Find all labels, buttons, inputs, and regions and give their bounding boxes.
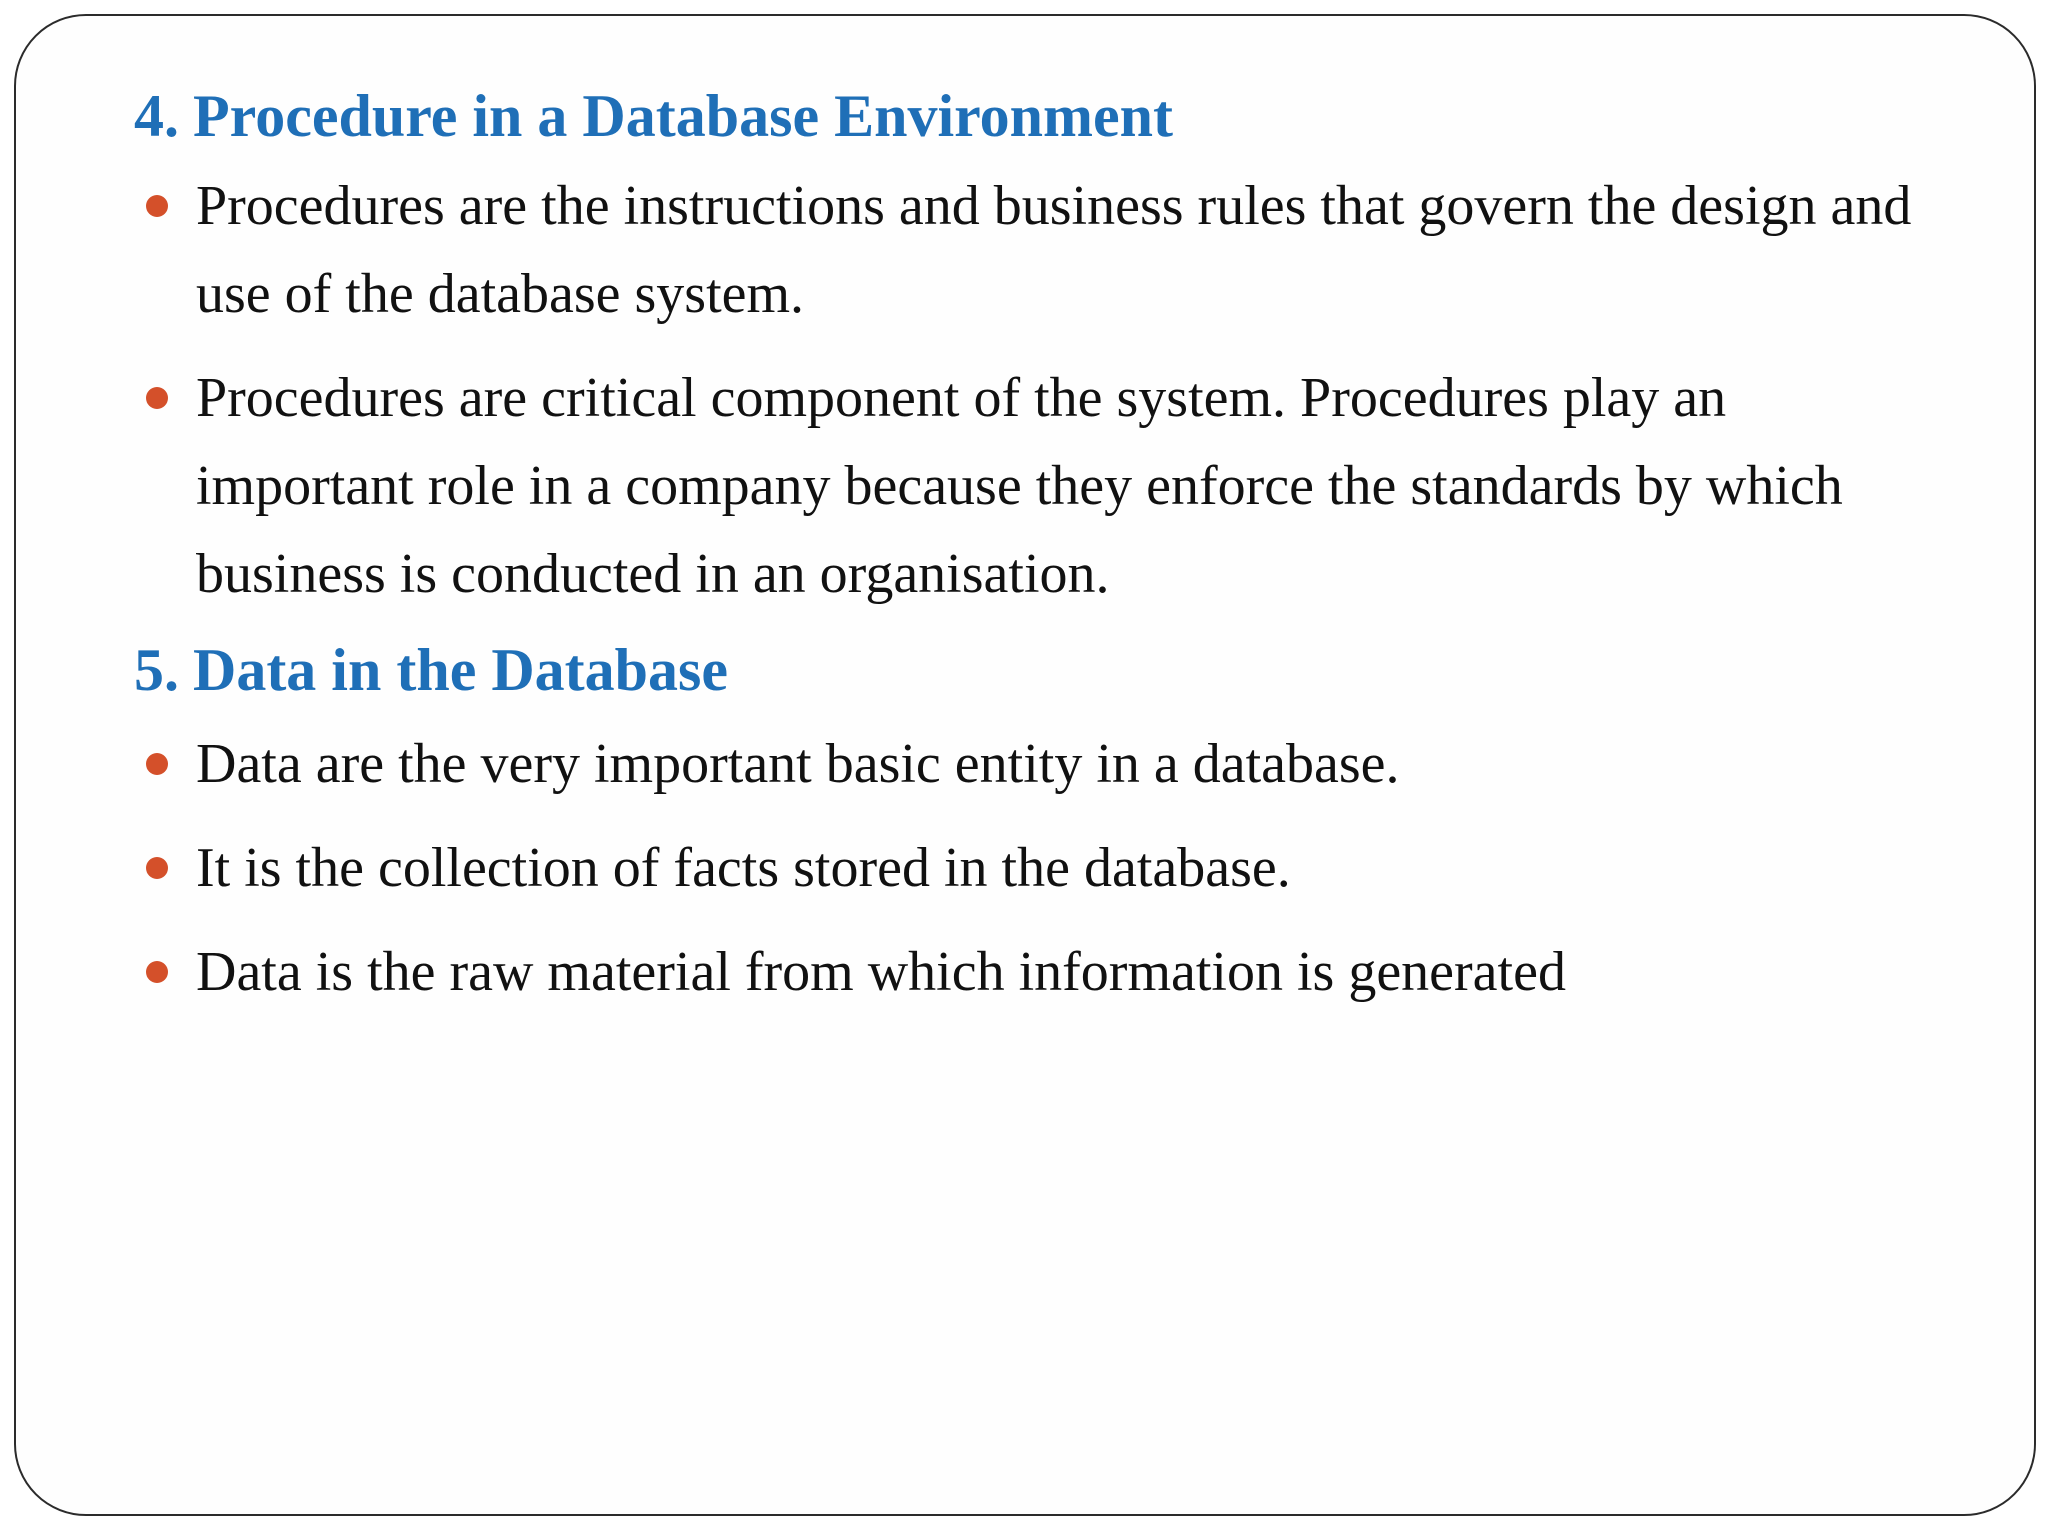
bullet-dot-icon [146,387,168,409]
section-number: 5. [134,637,179,703]
bullet-dot-icon [146,195,168,217]
section-title: Procedure in a Database Environment [193,83,1174,149]
bullet-item [134,928,1934,1016]
bullet-text: Data is the raw material from which information is generated [196,941,1566,1003]
bullet-text: Data are the very important basic entity in a database. [196,733,1400,795]
bullet-item [134,824,1934,912]
bullet-item [134,162,1934,338]
section-title: Data in the Database [193,637,728,703]
bullet-item [134,720,1934,808]
slide-content [134,80,1934,1032]
bullet-dot-icon [146,753,168,775]
section-data [134,634,1934,1016]
bullet-text: It is the collection of facts stored in the database. [196,837,1291,899]
bullet-list-data [134,720,1934,1016]
section-procedure [134,80,1934,618]
section-heading-data [134,634,1934,706]
bullet-item [134,354,1934,618]
bullet-text: Procedures are critical component of the system. Procedures play an important role in a company because they enforce the standards by which business is conducted in an organisation. [196,367,1843,605]
bullet-dot-icon [146,961,168,983]
bullet-text: Procedures are the instructions and business rules that govern the design and use of the database system. [196,175,1912,325]
bullet-dot-icon [146,857,168,879]
section-number: 4. [134,83,179,149]
bullet-list-procedure [134,162,1934,618]
slide-frame [14,14,2036,1516]
section-heading-procedure [134,80,1934,152]
